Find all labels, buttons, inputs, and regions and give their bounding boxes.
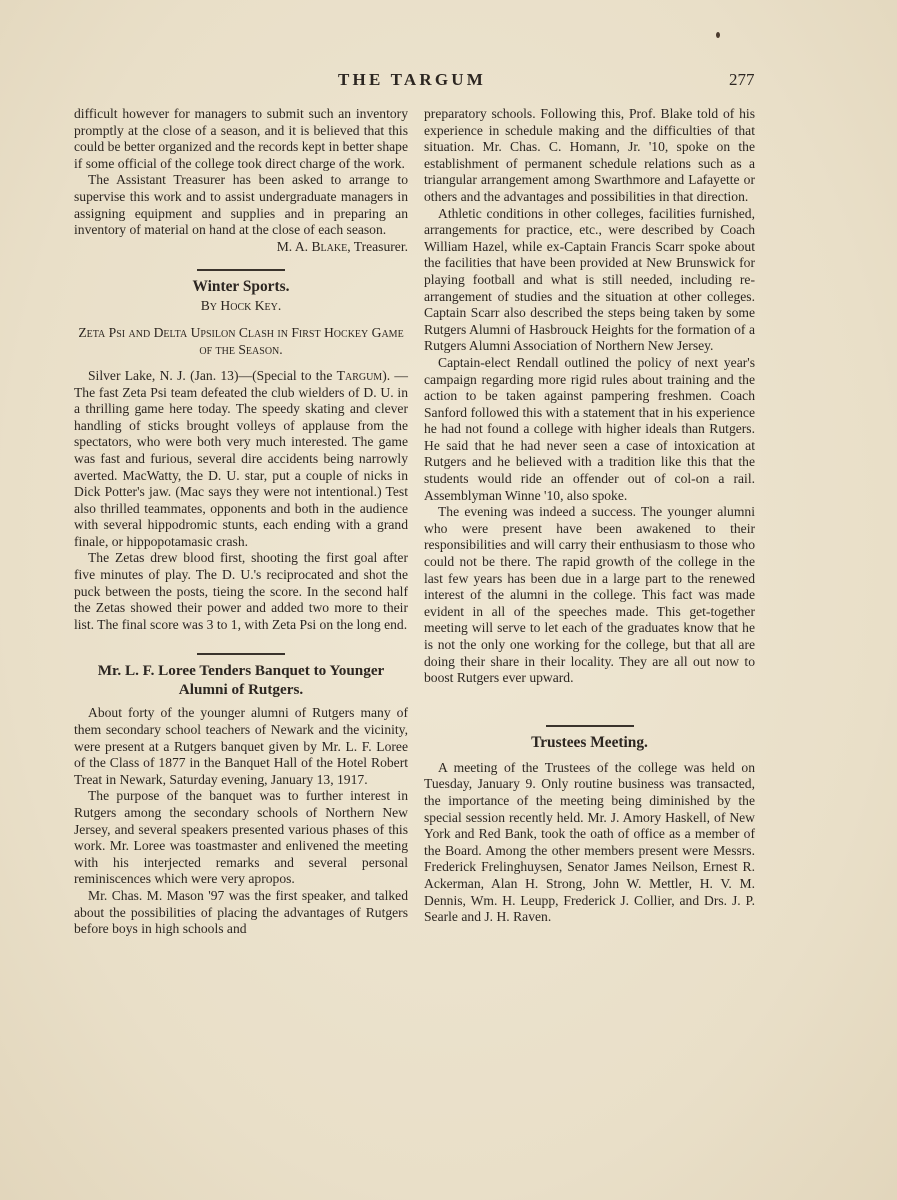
continued-paragraph: The Assistant Treasurer has been asked to arrange to supervise this work and to assist undergraduate managers in assigning equipment and supplies and in preparing an inventory of material on hand at the close of each season. xyxy=(74,172,408,238)
ink-speck xyxy=(716,32,720,38)
right-column xyxy=(424,106,755,926)
dateline-text: Silver Lake, N. J. (Jan. 13)—(Special to the xyxy=(88,367,337,383)
left-column xyxy=(74,106,408,938)
banquet-continued-paragraph: Captain-elect Rendall outlined the policy of next year's campaign regarding more rigid rules about training and the action to be taken against pampering freshmen. Coach Sanford followed this with a statement that in his experience he had not found a college with higher ideals than Rutgers. He said that he had never seen a case of intoxication at Rutgers and he believed with a tradition like this that the students would ride an offender out of col-on a rail. Assemblyman Winne '10, also spoke. xyxy=(424,354,755,503)
section-divider xyxy=(546,725,634,727)
banquet-title: Mr. L. F. Loree Tenders Banquet to Younger Alumni of Rutgers. xyxy=(97,662,385,699)
continued-paragraph: difficult however for managers to submit such an inventory promptly at the close of a season, and it is believed that this could be better organized and the records kept in better shape if some official of the college took direct charge of the work. xyxy=(74,106,408,171)
running-head xyxy=(0,70,897,92)
banquet-paragraph: The purpose of the banquet was to further interest in Rutgers among the secondary schools of Northern New Jersey, and several speakers presented various phases of this work. Mr. Loree was toastmaster and enlivened the meeting with his interjected remarks and several personal reminiscences which were very apropos. xyxy=(74,788,408,887)
treasurer-signature xyxy=(74,239,408,256)
banquet-paragraph: Mr. Chas. M. Mason '97 was the first speaker, and talked about the possibilities of placing the advantages of Rutgers before boys in high schools and xyxy=(74,887,408,937)
winter-sports-title: Winter Sports. xyxy=(192,278,290,296)
banquet-continued-paragraph: preparatory schools. Following this, Prof. Blake told of his experience in schedule making and the difficulties of that situation. Mr. Chas. C. Homann, Jr. '10, spoke on the establishment of permanent schedule relations such as a triangular arrangement among Swarthmore and Lafayette or others and the advantages and possibilities in that direction. xyxy=(424,106,755,204)
trustees-paragraph: A meeting of the Trustees of the college was held on Tuesday, January 9. Only routine business was transacted, the importance of the meeting being diminished by the special session recently held. Mr. J. Amory Haskell, of New York and Red Bank, took the oath of office as a member of the Board. Among the other members present were Messrs. Frederick Frelinghuysen, Senator James Neilson, Ernest R. Ackerman, Alan H. Strong, John W. Mettler, H. V. M. Dennis, Wm. H. Leupp, Frederick J. Collier, and Drs. J. P. Searle and J. H. Raven. xyxy=(424,759,755,925)
dateline-body: ). — The fast Zeta Psi team defeated the club wielders of D. U. in a thrilling game here today. The speedy skating and clever handling of sticks brought volleys of applause from the spectators, who were both very much interested. The game was fast and furious, several dire accidents being narrowly averted. MacWatty, the D. U. star, put a couple of nicks in Dick Potter's jaw. (Mac says they were not intentional.) Test also thrilled teammates, opponents and both in the audience with several hippodromic stunts, each ending with a grand finale, or hippopotamasic crash. xyxy=(74,367,409,549)
signature-title: Treasurer. xyxy=(350,238,408,254)
section-divider xyxy=(197,653,285,655)
winter-sports-byline: By Hock Key. xyxy=(200,298,282,314)
winter-sports-paragraph xyxy=(74,368,408,551)
journal-title: THE TARGUM xyxy=(338,70,487,89)
trustees-title: Trustees Meeting. xyxy=(531,733,648,751)
page-number: 277 xyxy=(729,70,755,89)
section-divider xyxy=(197,269,285,271)
dateline-publication: Targum xyxy=(336,367,383,383)
banquet-continued-paragraph: Athletic conditions in other colleges, facilities furnished, arrangements for practice, etc., were described by Coach William Hazel, while ex-Captain Francis Scarr spoke about the facilities that have been provided at New Brunswick for playing football and what is still needed, including re-arrangement of studies and the situation at other colleges. Captain Scarr also described the steps being taken by some Rutgers Alumni of Hasbrouck Heights for the formation of a Rutgers Alumni Association of Northern New Jersey. xyxy=(424,205,755,354)
winter-sports-subheading: Zeta Psi and Delta Upsilon Clash in First Hockey Game of the Season. xyxy=(78,324,404,357)
banquet-paragraph: About forty of the younger alumni of Rutgers many of them secondary school teachers of Newark and the vicinity, were present at a Rutgers banquet given by Mr. L. F. Loree of the Class of 1877 in the Banquet Hall of the Hotel Robert Treat in Newark, Saturday evening, January 13, 1917. xyxy=(74,705,408,787)
winter-sports-paragraph: The Zetas drew blood first, shooting the first goal after five minutes of play. The D. U.'s reciprocated and shot the puck between the posts, tieing the score. In the second half the Zetas showed their power and added two more to their list. The final score was 3 to 1, with Zeta Psi on the long end. xyxy=(74,550,408,632)
banquet-continued-paragraph: The evening was indeed a success. The younger alumni who were present have been awakened to their responsibilities and will carry their enthusiasm to those who could not be there. The rapid growth of the college in the last few years has been due in a large part to the renewed interest of the alumni in the college. This fact was made evident in all of the speeches made. This get-together meeting will serve to let each of the graduates know that he is not the only one working for the college, but that all are doing their share in their locality. They are all out now to boost Rutgers ever upward. xyxy=(424,504,755,686)
signature-name: M. A. Blake, xyxy=(276,238,351,254)
